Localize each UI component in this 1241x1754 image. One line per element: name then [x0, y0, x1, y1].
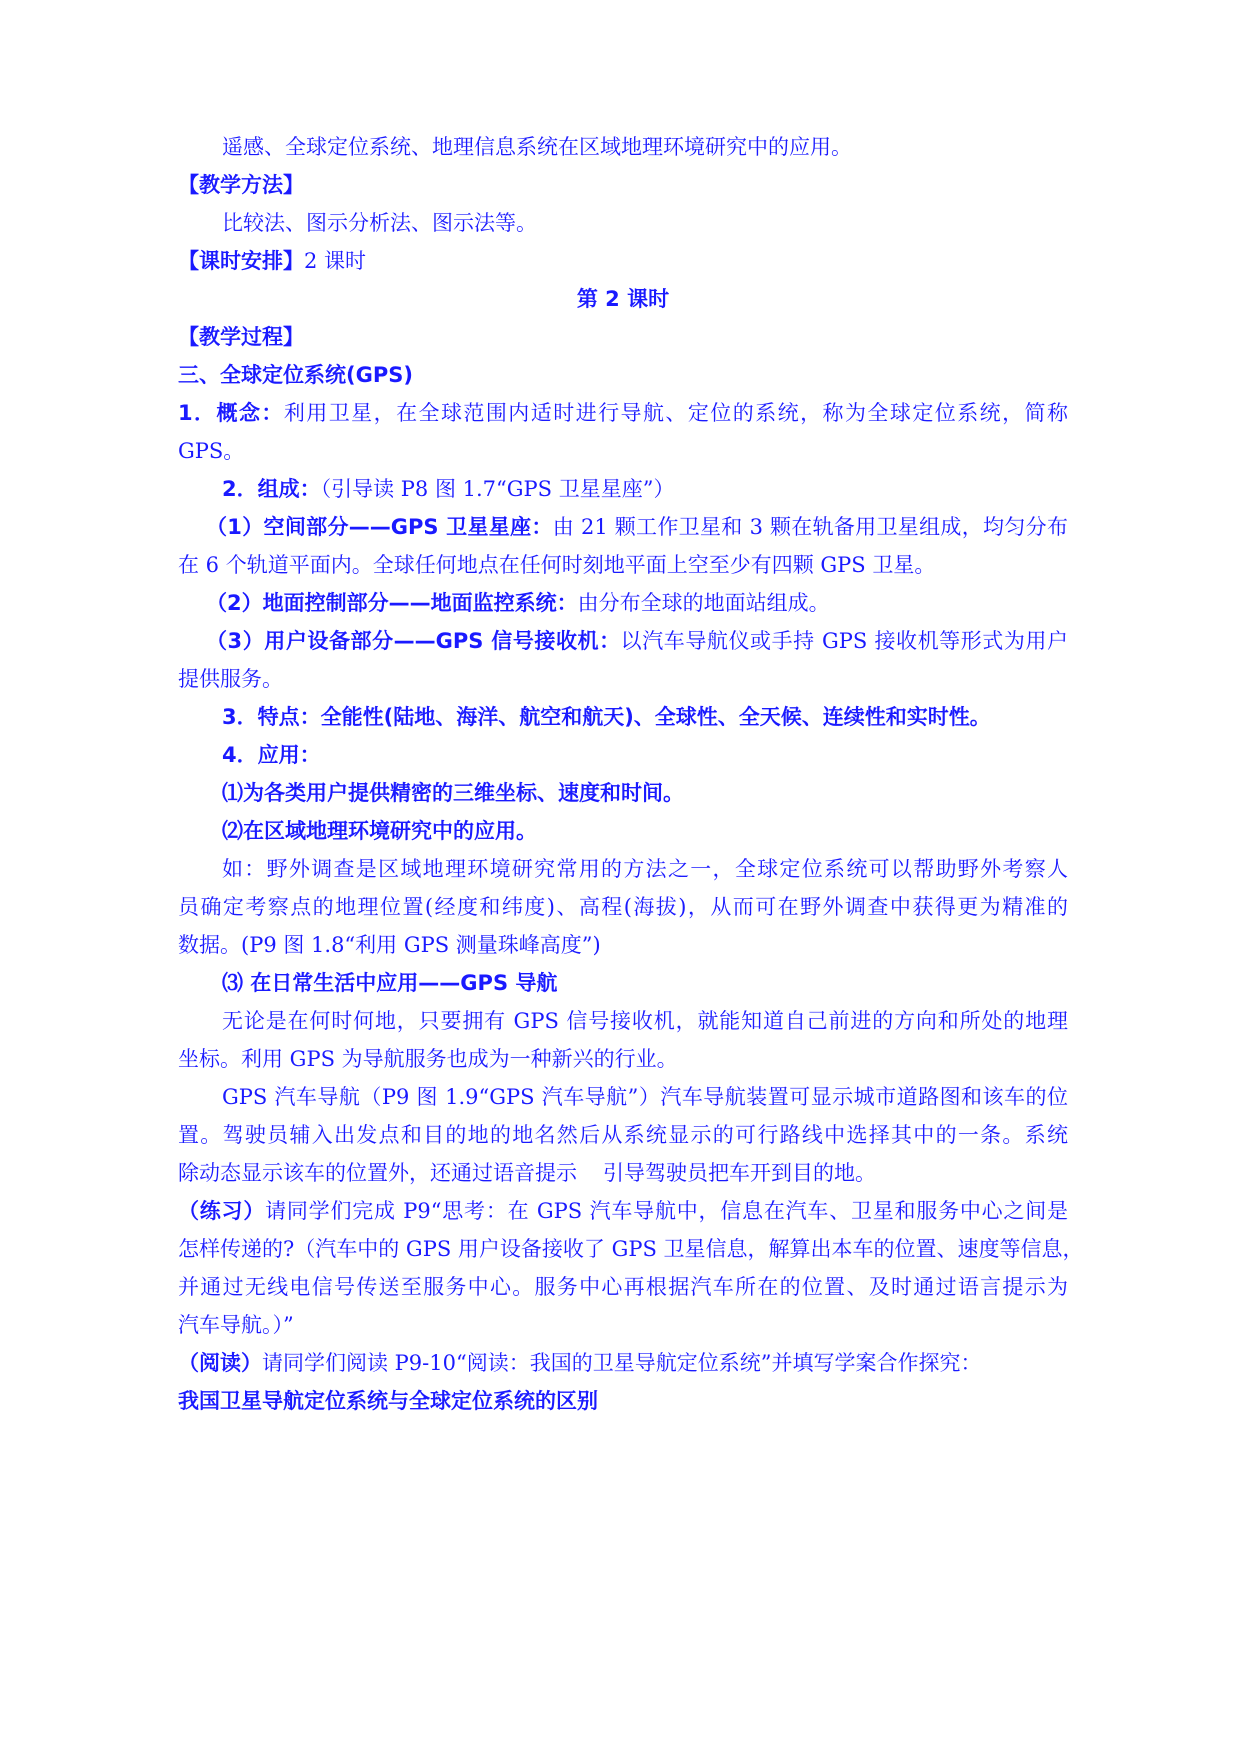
exercise-line-2: 怎样传递的?（汽车中的 GPS 用户设备接收了 GPS 卫星信息，解算出本车的位置、速度等信息，	[178, 1237, 1084, 1261]
exercise-line-1: （练习）请同学们完成 P9“思考：在 GPS 汽车导航中，信息在汽车、卫星和服务中心之间是	[178, 1199, 1068, 1223]
class-hours: 【课时安排】2 课时	[178, 249, 367, 273]
lesson-title: 第 2 课时	[576, 287, 670, 311]
navigation-paragraph-line-2: 坐标。利用 GPS 为导航服务也成为一种新兴的行业。	[178, 1047, 678, 1071]
comparison-heading: 我国卫星导航定位系统与全球定位系统的区别	[178, 1389, 598, 1413]
field-survey-line-1: 如：野外调查是区域地理环境研究常用的方法之一，全球定位系统可以帮助野外考察人	[222, 857, 1068, 881]
composition-heading: 2．组成：（引导读 P8 图 1.7“GPS 卫星星座”）	[222, 477, 675, 501]
car-navigation-line-2: 置。驾驶员辅入出发点和目的地的地名然后从系统显示的可行路线中选择其中的一条。系统	[178, 1123, 1068, 1147]
teaching-method-text: 比较法、图示分析法、图示法等。	[222, 211, 537, 235]
car-navigation-line-3: 除动态显示该车的位置外，还通过语音提示 引导驾驶员把车开到目的地。	[178, 1161, 876, 1185]
space-segment-line-1: （1）空间部分——GPS 卫星星座：由 21 颗工作卫星和 3 颗在轨备用卫星组成，均匀分布	[206, 515, 1068, 539]
reading-line: （阅读）请同学们阅读 P9-10“阅读：我国的卫星导航定位系统”并填写学案合作探究：	[178, 1351, 982, 1375]
applications-heading: 4．应用：	[222, 743, 321, 767]
concept-paragraph-line-2: GPS。	[178, 439, 245, 463]
exercise-line-3: 并通过无线电信号传送至服务中心。服务中心再根据汽车所在的位置、及时通过语言提示为	[178, 1275, 1068, 1299]
application-item-3: ⑶ 在日常生活中应用——GPS 导航	[222, 971, 558, 995]
navigation-paragraph-line-1: 无论是在何时何地，只要拥有 GPS 信号接收机，就能知道自己前进的方向和所处的地理	[222, 1009, 1068, 1033]
application-item-1: ⑴为各类用户提供精密的三维坐标、速度和时间。	[222, 781, 684, 805]
section-heading-gps: 三、全球定位系统(GPS)	[178, 363, 413, 387]
user-segment-line-2: 提供服务。	[178, 667, 283, 691]
user-segment-line-1: （3）用户设备部分——GPS 信号接收机：以汽车导航仪或手持 GPS 接收机等形式为用户	[206, 629, 1068, 653]
ground-control-segment: （2）地面控制部分——地面监控系统：由分布全球的地面站组成。	[206, 591, 830, 615]
heading-teaching-process: 【教学过程】	[178, 325, 304, 349]
field-survey-line-3: 数据。(P9 图 1.8“利用 GPS 测量珠峰高度”)	[178, 933, 601, 957]
car-navigation-line-1: GPS 汽车导航（P9 图 1.9“GPS 汽车导航”）汽车导航装置可显示城市道路图和该车的位	[222, 1085, 1068, 1109]
space-segment-line-2: 在 6 个轨道平面内。全球任何地点在任何时刻地平面上空至少有四颗 GPS 卫星。	[178, 553, 936, 577]
exercise-line-4: 汽车导航。）”	[178, 1313, 294, 1337]
heading-teaching-method: 【教学方法】	[178, 173, 304, 197]
features-line: 3．特点：全能性(陆地、海洋、航空和航天)、全球性、全天候、连续性和实时性。	[222, 705, 991, 729]
objective-text: 遥感、全球定位系统、地理信息系统在区域地理环境研究中的应用。	[222, 135, 852, 159]
field-survey-line-2: 员确定考察点的地理位置(经度和纬度)、高程(海拔)，从而可在野外调查中获得更为精准的	[178, 895, 1068, 919]
application-item-2: ⑵在区域地理环境研究中的应用。	[222, 819, 537, 843]
concept-paragraph-line-1: 1．概念：利用卫星，在全球范围内适时进行导航、定位的系统，称为全球定位系统，简称	[178, 401, 1068, 425]
